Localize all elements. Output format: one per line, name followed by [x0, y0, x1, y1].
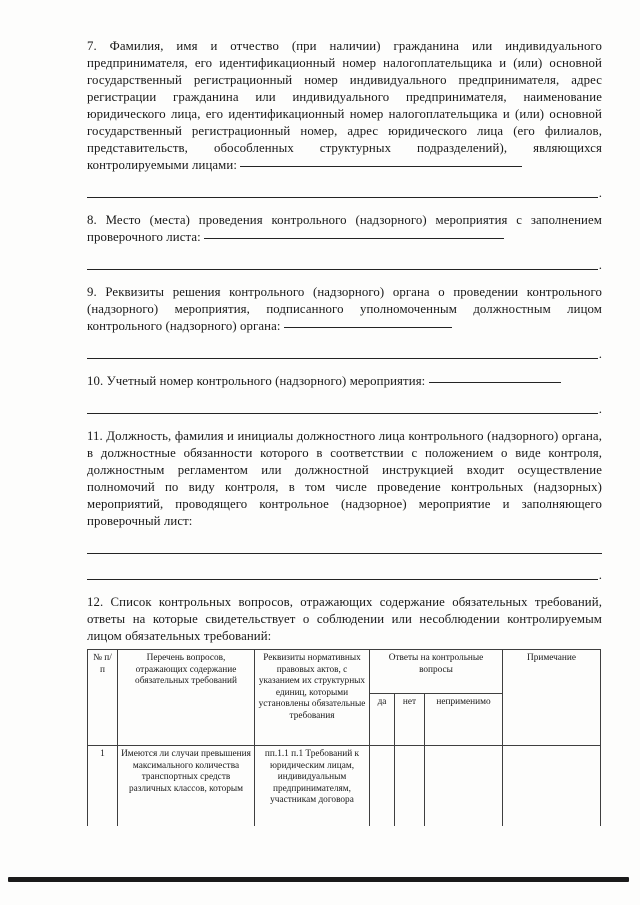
header-acts: Реквизиты нормативных правовых актов, с указанием их структурных единиц, которыми установлены обязательные требования: [255, 650, 370, 746]
cell-answer-yes: [370, 746, 395, 826]
scan-bottom-edge-line: [8, 877, 629, 882]
blank-line-7: [87, 184, 602, 198]
blank-line-10: [87, 400, 602, 414]
blank-field-controlled-persons: [240, 166, 522, 167]
blank-line-rule: [87, 354, 598, 359]
blank-line-11b: [87, 566, 602, 580]
blank-line-rule: [87, 265, 598, 270]
blank-line-rule: [87, 575, 598, 580]
cell-question: Имеются ли случаи превышения максимального количества транспортных средств различных классов, которым: [118, 746, 255, 826]
table-row: [88, 746, 601, 826]
blank-line-8: [87, 256, 602, 270]
table-header-row-1: [88, 650, 601, 694]
questions-table-wrap: [87, 649, 602, 826]
questions-table: [87, 649, 601, 826]
header-note: Примечание: [503, 650, 601, 746]
paragraph-11-text: 11. Должность, фамилия и инициалы должностного лица контрольного (надзорного) органа, в должностные обязанности которого в соответствии с положением о виде контроля, должностным регламентом или должностной инструкцией входит осуществление полномочий по виду контроля, в том числе проведение контрольных (надзорных) мероприятий, проводящего контрольное (надзорное) мероприятие и заполняющего проверочный лист:: [87, 429, 602, 528]
blank-field-reg-number: [429, 382, 561, 383]
cell-num: 1: [88, 746, 118, 826]
paragraph-9-text: 9. Реквизиты решения контрольного (надзорного) органа о проведении контрольного (надзорного) мероприятия, подписанного уполномоченным должностным лицом контрольного (надзорного) органа:: [87, 285, 602, 333]
blank-line-11a: [87, 540, 602, 554]
period: .: [598, 402, 602, 416]
blank-line-rule: [87, 193, 598, 198]
cell-answer-na: [425, 746, 503, 826]
header-answer-no: нет: [395, 694, 425, 746]
period: .: [598, 568, 602, 582]
header-answer-na: неприменимо: [425, 694, 503, 746]
header-num: № п/п: [88, 650, 118, 746]
blank-line-9: [87, 345, 602, 359]
cell-note: [503, 746, 601, 826]
paragraph-12-text: 12. Список контрольных вопросов, отражающих содержание обязательных требований, ответы на которые свидетельствует о соблюдении или несоблюдении контролируемым лицом обязательных требований:: [87, 595, 602, 643]
paragraph-8-text: 8. Место (места) проведения контрольного (надзорного) мероприятия с заполнением проверочного листа:: [87, 213, 602, 244]
period: .: [598, 347, 602, 361]
paragraph-7: [87, 38, 602, 174]
header-answers: Ответы на контрольные вопросы: [370, 650, 503, 694]
paragraph-8: [87, 212, 602, 246]
paragraph-10-text: 10. Учетный номер контрольного (надзорного) мероприятия:: [87, 374, 426, 388]
blank-line-rule: [87, 549, 602, 554]
blank-field-place: [204, 238, 504, 239]
blank-line-rule: [87, 409, 598, 414]
paragraph-12: [87, 594, 602, 645]
header-questions: Перечень вопросов, отражающих содержание обязательных требований: [118, 650, 255, 746]
document-content: [87, 38, 602, 826]
paragraph-7-text: 7. Фамилия, имя и отчество (при наличии) гражданина или индивидуального предпринимателя, его идентификационный номер налогоплательщика и (или) основной государственный регистрационный номер индивидуального предпринимателя, адрес регистрации гражданина или индивидуального предпринимателя, наименование юридического лица, его идентификационный номер налогоплательщика и (или) основной государственный регистрационный номер, адрес юридического лица (его филиалов, представительств, обособленных структурных подразделений), являющихся контролируемыми лицами:: [87, 39, 602, 172]
blank-field-decision: [284, 327, 452, 328]
period: .: [598, 258, 602, 272]
paragraph-10: [87, 373, 602, 390]
period: .: [598, 186, 602, 200]
header-answer-yes: да: [370, 694, 395, 746]
paragraph-9: [87, 284, 602, 335]
cell-act: пп.1.1 п.1 Требований к юридическим лицам, индивидуальным предпринимателям, участникам договора: [255, 746, 370, 826]
paragraph-11: [87, 428, 602, 530]
cell-answer-no: [395, 746, 425, 826]
